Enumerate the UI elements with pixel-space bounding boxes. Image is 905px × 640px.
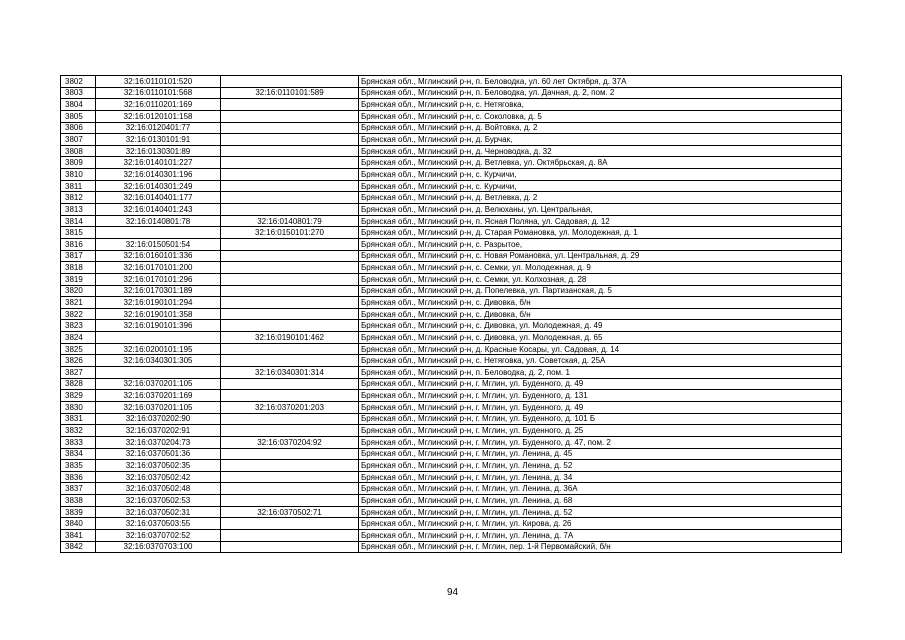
- record-number-cell: 3841: [61, 529, 96, 541]
- table-row: [61, 541, 842, 553]
- related-cadastral-number-cell: [221, 460, 359, 472]
- address-cell: Брянская обл., Мглинский р-н, д. Попелевка, ул. Партизанская, д. 5: [359, 285, 842, 297]
- table-row: [61, 343, 842, 355]
- address-cell: Брянская обл., Мглинский р-н, п. Беловодка, д. 2, пом. 1: [359, 367, 842, 379]
- related-cadastral-number-cell: [221, 250, 359, 262]
- record-number-cell: 3833: [61, 436, 96, 448]
- address-cell: Брянская обл., Мглинский р-н, г. Мглин, ул. Буденного, д. 47, пом. 2: [359, 436, 842, 448]
- table-row: [61, 76, 842, 88]
- record-number-cell: 3826: [61, 355, 96, 367]
- table-row: [61, 273, 842, 285]
- related-cadastral-number-cell: [221, 76, 359, 88]
- record-number-cell: 3835: [61, 460, 96, 472]
- records-table-body: [61, 76, 842, 553]
- address-cell: Брянская обл., Мглинский р-н, г. Мглин, ул. Буденного, д. 101 Б: [359, 413, 842, 425]
- cadastral-number-cell: 32:16:0110201:169: [96, 99, 221, 111]
- table-row: [61, 145, 842, 157]
- table-row: [61, 308, 842, 320]
- address-cell: Брянская обл., Мглинский р-н, п. Беловодка, ул. 60 лет Октября, д. 37А: [359, 76, 842, 88]
- record-number-cell: 3840: [61, 518, 96, 530]
- related-cadastral-number-cell: [221, 238, 359, 250]
- table-row: [61, 157, 842, 169]
- cadastral-number-cell: 32:16:0190101:396: [96, 320, 221, 332]
- address-cell: Брянская обл., Мглинский р-н, г. Мглин, ул. Ленина, д. 52: [359, 506, 842, 518]
- table-row: [61, 518, 842, 530]
- address-cell: Брянская обл., Мглинский р-н, д. Ветлевка, ул. Октябрьская, д. 8А: [359, 157, 842, 169]
- record-number-cell: 3821: [61, 297, 96, 309]
- record-number-cell: 3811: [61, 180, 96, 192]
- related-cadastral-number-cell: [221, 471, 359, 483]
- cadastral-number-cell: 32:16:0170101:200: [96, 262, 221, 274]
- address-cell: Брянская обл., Мглинский р-н, г. Мглин, ул. Ленина, д. 36А: [359, 483, 842, 495]
- address-cell: Брянская обл., Мглинский р-н, с. Нетяговка,: [359, 99, 842, 111]
- record-number-cell: 3816: [61, 238, 96, 250]
- record-number-cell: 3808: [61, 145, 96, 157]
- cadastral-number-cell: 32:16:0170301:189: [96, 285, 221, 297]
- related-cadastral-number-cell: [221, 122, 359, 134]
- cadastral-number-cell: 32:16:0370202:90: [96, 413, 221, 425]
- related-cadastral-number-cell: 32:16:0110101:589: [221, 87, 359, 99]
- record-number-cell: 3806: [61, 122, 96, 134]
- address-cell: Брянская обл., Мглинский р-н, с. Семки, ул. Молодежная, д. 9: [359, 262, 842, 274]
- table-row: [61, 285, 842, 297]
- related-cadastral-number-cell: [221, 483, 359, 495]
- cadastral-number-cell: 32:16:0140301:249: [96, 180, 221, 192]
- page-number: 94: [446, 587, 459, 598]
- cadastral-number-cell: 32:16:0140301:196: [96, 169, 221, 181]
- cadastral-number-cell: 32:16:0140801:78: [96, 215, 221, 227]
- cadastral-number-cell: 32:16:0370201:169: [96, 390, 221, 402]
- table-row: [61, 204, 842, 216]
- address-cell: Брянская обл., Мглинский р-н, с. Дивовка, ул. Молодежная, д. 65: [359, 332, 842, 344]
- cadastral-number-cell: 32:16:0370502:31: [96, 506, 221, 518]
- related-cadastral-number-cell: 32:16:0370502:71: [221, 506, 359, 518]
- cadastral-number-cell: 32:16:0120101:158: [96, 110, 221, 122]
- cadastral-number-cell: 32:16:0370702:52: [96, 529, 221, 541]
- related-cadastral-number-cell: [221, 297, 359, 309]
- table-row: [61, 87, 842, 99]
- table-row: [61, 448, 842, 460]
- table-row: [61, 122, 842, 134]
- cadastral-number-cell: 32:16:0110101:520: [96, 76, 221, 88]
- record-number-cell: 3825: [61, 343, 96, 355]
- table-row: [61, 238, 842, 250]
- table-row: [61, 471, 842, 483]
- cadastral-number-cell: 32:16:0160101:336: [96, 250, 221, 262]
- related-cadastral-number-cell: [221, 320, 359, 332]
- address-cell: Брянская обл., Мглинский р-н, с. Разрытое,: [359, 238, 842, 250]
- record-number-cell: 3830: [61, 401, 96, 413]
- address-cell: Брянская обл., Мглинский р-н, г. Мглин, ул. Ленина, д. 52: [359, 460, 842, 472]
- table-row: [61, 110, 842, 122]
- related-cadastral-number-cell: [221, 518, 359, 530]
- record-number-cell: 3803: [61, 87, 96, 99]
- record-number-cell: 3832: [61, 425, 96, 437]
- table-row: [61, 413, 842, 425]
- related-cadastral-number-cell: 32:16:0190101:462: [221, 332, 359, 344]
- cadastral-number-cell: 32:16:0110101:568: [96, 87, 221, 99]
- cadastral-number-cell: 32:16:0190101:358: [96, 308, 221, 320]
- related-cadastral-number-cell: [221, 308, 359, 320]
- address-cell: Брянская обл., Мглинский р-н, с. Курчичи,: [359, 169, 842, 181]
- table-row: [61, 425, 842, 437]
- record-number-cell: 3814: [61, 215, 96, 227]
- address-cell: Брянская обл., Мглинский р-н, г. Мглин, ул. Буденного, д. 49: [359, 401, 842, 413]
- table-row: [61, 99, 842, 111]
- address-cell: Брянская обл., Мглинский р-н, с. Дивовка, б/н: [359, 308, 842, 320]
- table-row: [61, 192, 842, 204]
- table-row: [61, 483, 842, 495]
- table-row: [61, 134, 842, 146]
- record-number-cell: 3824: [61, 332, 96, 344]
- address-cell: Брянская обл., Мглинский р-н, д. Черноводка, д. 32: [359, 145, 842, 157]
- related-cadastral-number-cell: [221, 529, 359, 541]
- address-cell: Брянская обл., Мглинский р-н, д. Бурчак,: [359, 134, 842, 146]
- table-row: [61, 320, 842, 332]
- table-row: [61, 506, 842, 518]
- address-cell: Брянская обл., Мглинский р-н, г. Мглин, пер. 1-й Первомайский, б/н: [359, 541, 842, 553]
- table-row: [61, 250, 842, 262]
- record-number-cell: 3823: [61, 320, 96, 332]
- address-cell: Брянская обл., Мглинский р-н, с. Новая Романовка, ул. Центральная, д. 29: [359, 250, 842, 262]
- related-cadastral-number-cell: [221, 204, 359, 216]
- related-cadastral-number-cell: [221, 99, 359, 111]
- table-row: [61, 227, 842, 239]
- address-cell: Брянская обл., Мглинский р-н, г. Мглин, ул. Кирова, д. 26: [359, 518, 842, 530]
- record-number-cell: 3812: [61, 192, 96, 204]
- record-number-cell: 3829: [61, 390, 96, 402]
- related-cadastral-number-cell: [221, 343, 359, 355]
- record-number-cell: 3818: [61, 262, 96, 274]
- record-number-cell: 3836: [61, 471, 96, 483]
- address-cell: Брянская обл., Мглинский р-н, п. Ясная Поляна, ул. Садовая, д. 12: [359, 215, 842, 227]
- address-cell: Брянская обл., Мглинский р-н, с. Дивовка, ул. Молодежная, д. 49: [359, 320, 842, 332]
- related-cadastral-number-cell: [221, 145, 359, 157]
- cadastral-number-cell: 32:16:0130101:91: [96, 134, 221, 146]
- address-cell: Брянская обл., Мглинский р-н, с. Курчичи,: [359, 180, 842, 192]
- related-cadastral-number-cell: [221, 355, 359, 367]
- records-table: [60, 75, 842, 553]
- address-cell: Брянская обл., Мглинский р-н, г. Мглин, ул. Ленина, д. 68: [359, 495, 842, 507]
- cadastral-number-cell: 32:16:0170101:296: [96, 273, 221, 285]
- table-row: [61, 215, 842, 227]
- table-row: [61, 460, 842, 472]
- table-row: [61, 355, 842, 367]
- address-cell: Брянская обл., Мглинский р-н, д. Велюханы, ул. Центральная,: [359, 204, 842, 216]
- related-cadastral-number-cell: [221, 180, 359, 192]
- related-cadastral-number-cell: [221, 157, 359, 169]
- cadastral-number-cell: 32:16:0370202:91: [96, 425, 221, 437]
- related-cadastral-number-cell: 32:16:0340301:314: [221, 367, 359, 379]
- table-row: [61, 436, 842, 448]
- cadastral-number-cell: 32:16:0370501:36: [96, 448, 221, 460]
- table-row: [61, 180, 842, 192]
- table-row: [61, 390, 842, 402]
- record-number-cell: 3805: [61, 110, 96, 122]
- related-cadastral-number-cell: [221, 134, 359, 146]
- address-cell: Брянская обл., Мглинский р-н, с. Нетяговка, ул. Советская, д. 25А: [359, 355, 842, 367]
- cadastral-number-cell: 32:16:0370503:55: [96, 518, 221, 530]
- cadastral-number-cell: 32:16:0200101:195: [96, 343, 221, 355]
- address-cell: Брянская обл., Мглинский р-н, г. Мглин, ул. Буденного, д. 49: [359, 378, 842, 390]
- cadastral-number-cell: 32:16:0190101:294: [96, 297, 221, 309]
- related-cadastral-number-cell: [221, 169, 359, 181]
- cadastral-number-cell: 32:16:0370502:42: [96, 471, 221, 483]
- related-cadastral-number-cell: [221, 192, 359, 204]
- record-number-cell: 3827: [61, 367, 96, 379]
- cadastral-number-cell: [96, 227, 221, 239]
- record-number-cell: 3802: [61, 76, 96, 88]
- related-cadastral-number-cell: [221, 425, 359, 437]
- record-number-cell: 3831: [61, 413, 96, 425]
- related-cadastral-number-cell: 32:16:0150101:270: [221, 227, 359, 239]
- record-number-cell: 3819: [61, 273, 96, 285]
- address-cell: Брянская обл., Мглинский р-н, д. Красные Косары, ул. Садовая, д. 14: [359, 343, 842, 355]
- record-number-cell: 3815: [61, 227, 96, 239]
- related-cadastral-number-cell: [221, 413, 359, 425]
- address-cell: Брянская обл., Мглинский р-н, п. Беловодка, ул. Дачная, д. 2, пом. 2: [359, 87, 842, 99]
- record-number-cell: 3837: [61, 483, 96, 495]
- table-row: [61, 367, 842, 379]
- cadastral-number-cell: 32:16:0370201:105: [96, 378, 221, 390]
- cadastral-number-cell: 32:16:0140401:177: [96, 192, 221, 204]
- address-cell: Брянская обл., Мглинский р-н, с. Соколовка, д. 5: [359, 110, 842, 122]
- related-cadastral-number-cell: [221, 448, 359, 460]
- record-number-cell: 3809: [61, 157, 96, 169]
- address-cell: Брянская обл., Мглинский р-н, д. Старая Романовка, ул. Молодежная, д. 1: [359, 227, 842, 239]
- related-cadastral-number-cell: [221, 262, 359, 274]
- table-row: [61, 169, 842, 181]
- related-cadastral-number-cell: [221, 541, 359, 553]
- related-cadastral-number-cell: [221, 495, 359, 507]
- record-number-cell: 3822: [61, 308, 96, 320]
- table-row: [61, 529, 842, 541]
- table-row: [61, 332, 842, 344]
- address-cell: Брянская обл., Мглинский р-н, г. Мглин, ул. Ленина, д. 45: [359, 448, 842, 460]
- table-row: [61, 297, 842, 309]
- address-cell: Брянская обл., Мглинский р-н, с. Семки, ул. Колхозная, д. 28: [359, 273, 842, 285]
- related-cadastral-number-cell: [221, 285, 359, 297]
- address-cell: Брянская обл., Мглинский р-н, д. Войтовка, д. 2: [359, 122, 842, 134]
- cadastral-number-cell: 32:16:0130301:89: [96, 145, 221, 157]
- related-cadastral-number-cell: [221, 378, 359, 390]
- address-cell: Брянская обл., Мглинский р-н, г. Мглин, ул. Буденного, д. 25: [359, 425, 842, 437]
- cadastral-number-cell: 32:16:0370204:73: [96, 436, 221, 448]
- table-row: [61, 262, 842, 274]
- cadastral-number-cell: [96, 367, 221, 379]
- record-number-cell: 3813: [61, 204, 96, 216]
- cadastral-number-cell: 32:16:0150501:54: [96, 238, 221, 250]
- cadastral-number-cell: 32:16:0140401:243: [96, 204, 221, 216]
- record-number-cell: 3828: [61, 378, 96, 390]
- related-cadastral-number-cell: 32:16:0370204:92: [221, 436, 359, 448]
- cadastral-number-cell: 32:16:0120401:77: [96, 122, 221, 134]
- record-number-cell: 3817: [61, 250, 96, 262]
- record-number-cell: 3807: [61, 134, 96, 146]
- record-number-cell: 3842: [61, 541, 96, 553]
- related-cadastral-number-cell: 32:16:0370201:203: [221, 401, 359, 413]
- related-cadastral-number-cell: [221, 110, 359, 122]
- related-cadastral-number-cell: 32:16:0140801:79: [221, 215, 359, 227]
- record-number-cell: 3820: [61, 285, 96, 297]
- cadastral-number-cell: [96, 332, 221, 344]
- cadastral-number-cell: 32:16:0370502:48: [96, 483, 221, 495]
- cadastral-number-cell: 32:16:0370703:100: [96, 541, 221, 553]
- record-number-cell: 3838: [61, 495, 96, 507]
- record-number-cell: 3839: [61, 506, 96, 518]
- record-number-cell: 3804: [61, 99, 96, 111]
- cadastral-number-cell: 32:16:0140101:227: [96, 157, 221, 169]
- cadastral-number-cell: 32:16:0340301:305: [96, 355, 221, 367]
- address-cell: Брянская обл., Мглинский р-н, с. Дивовка, б/н: [359, 297, 842, 309]
- record-number-cell: 3834: [61, 448, 96, 460]
- related-cadastral-number-cell: [221, 273, 359, 285]
- cadastral-number-cell: 32:16:0370502:35: [96, 460, 221, 472]
- table-row: [61, 378, 842, 390]
- related-cadastral-number-cell: [221, 390, 359, 402]
- table-row: [61, 401, 842, 413]
- address-cell: Брянская обл., Мглинский р-н, г. Мглин, ул. Ленина, д. 34: [359, 471, 842, 483]
- record-number-cell: 3810: [61, 169, 96, 181]
- cadastral-number-cell: 32:16:0370201:105: [96, 401, 221, 413]
- table-row: [61, 495, 842, 507]
- cadastral-number-cell: 32:16:0370502:53: [96, 495, 221, 507]
- address-cell: Брянская обл., Мглинский р-н, г. Мглин, ул. Ленина, д. 7А: [359, 529, 842, 541]
- address-cell: Брянская обл., Мглинский р-н, г. Мглин, ул. Буденного, д. 131: [359, 390, 842, 402]
- address-cell: Брянская обл., Мглинский р-н, д. Ветлевка, д. 2: [359, 192, 842, 204]
